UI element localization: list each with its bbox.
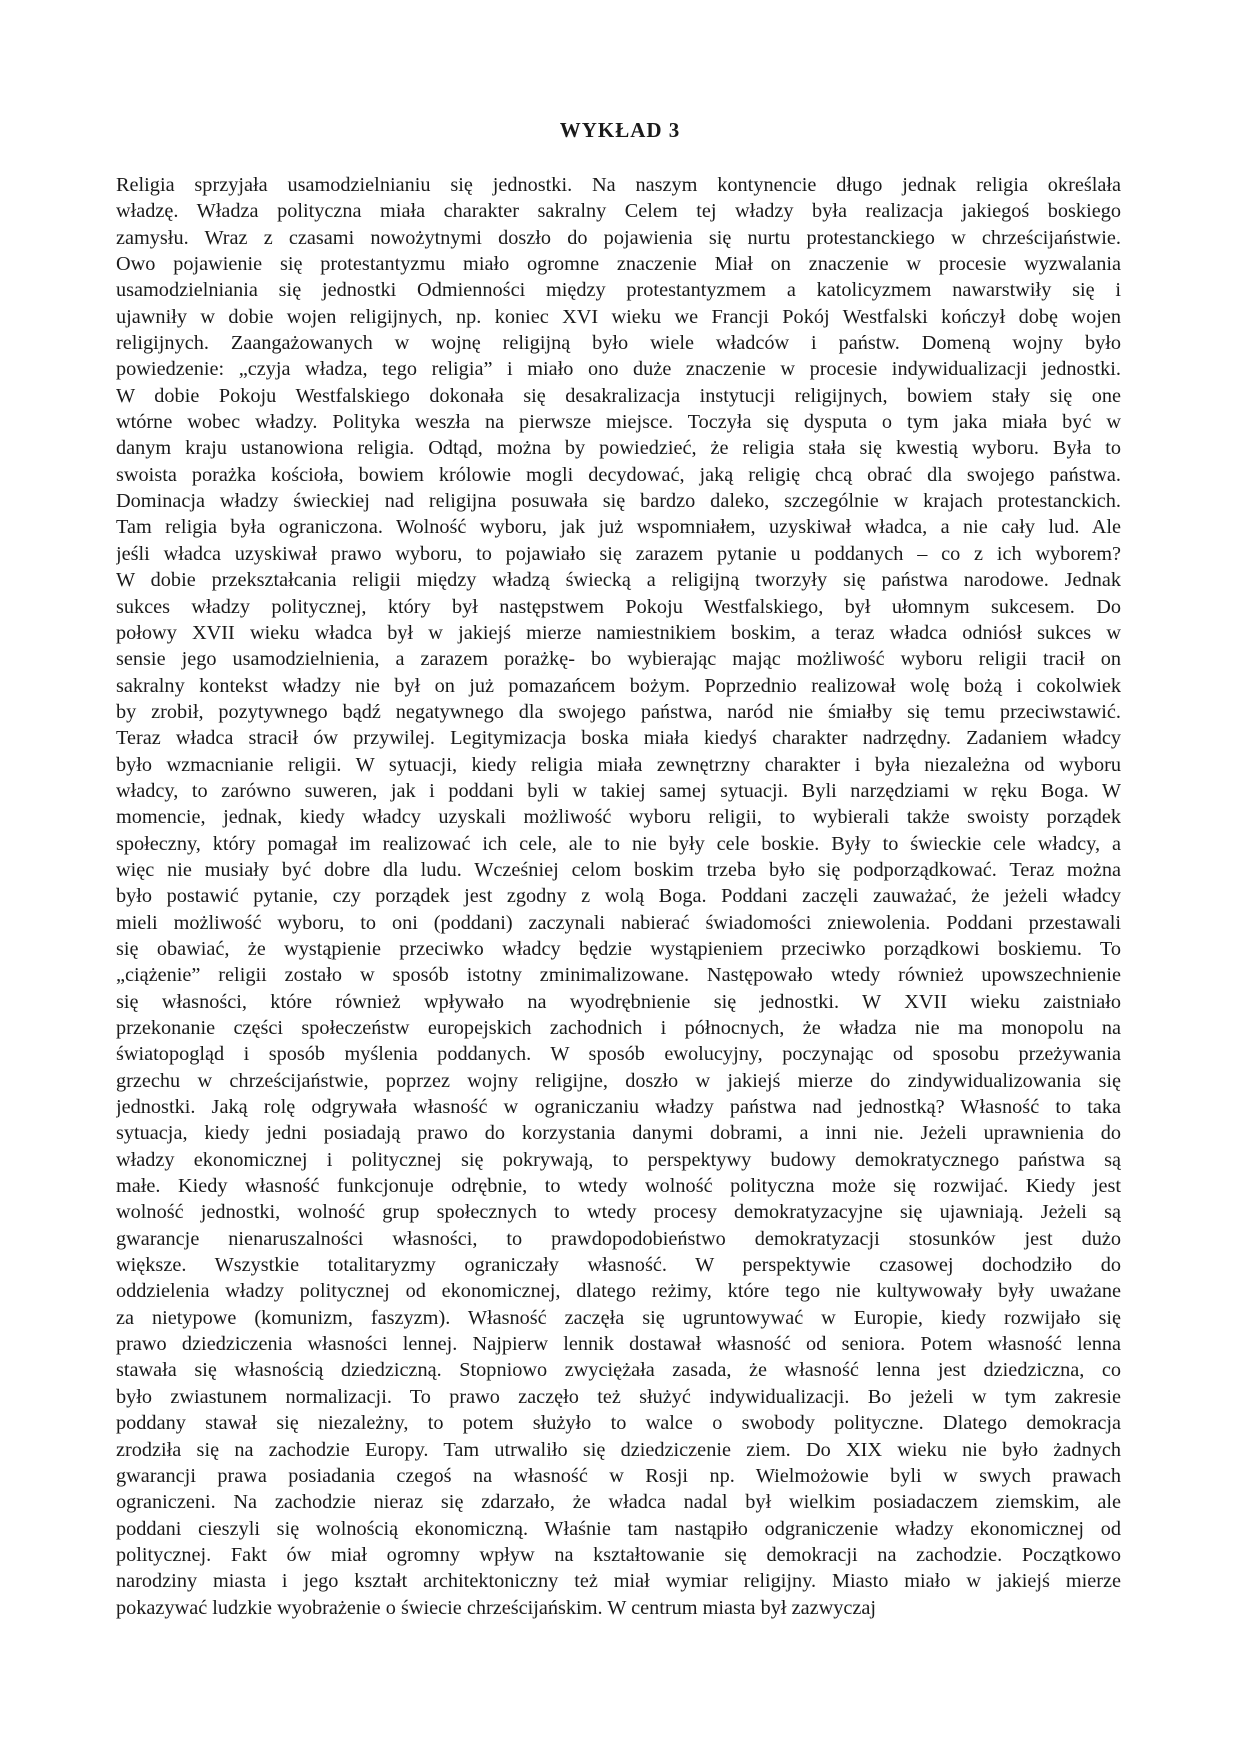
text-line: władzę. Władza polityczna miała charakter sakralny Celem tej władzy była realizacja jakiegoś boskiego [116,200,1121,223]
text-line: jeśli władca uzyskiwał prawo wyboru, to pojawiało się zarazem pytanie u poddanych – co z ich wyborem? [116,542,1121,565]
text-line: władcy, to zarówno suweren, jak i poddani byli w takiej samej sytuacji. Byli narzędziami w ręku Boga. W [116,779,1121,802]
text-line: jednostki. Jaką rolę odgrywała własność w ograniczaniu władzy państwa nad jednostką? Własność to taka [116,1096,1121,1119]
text-line: W dobie Pokoju Westfalskiego dokonała się desakralizacja instytucji religijnych, bowiem stały się one [116,384,1121,407]
text-line: poddani cieszyli się wolnością ekonomiczną. Właśnie tam nastąpiło odgraniczenie władzy ekonomicznej od [116,1517,1121,1540]
text-line: „ciążenie” religii zostało w sposób istotny zminimalizowane. Następowało wtedy również upowszechnienie [116,964,1121,987]
text-line: władzy ekonomicznej i politycznej się pokrywają, to perspektywy budowy demokratycznego państwa są [116,1148,1121,1171]
text-line: się obawiać, że wystąpienie przeciwko władcy będzie wystąpieniem przeciwko porządkowi boskiemu. To [116,937,1121,960]
text-line: gwarancje nienaruszalności własności, to prawdopodobieństwo demokratyzacji stosunków jest dużo [116,1227,1121,1250]
text-line: ujawniły w dobie wojen religijnych, np. koniec XVI wieku we Francji Pokój Westfalski kończył dobę wojen [116,305,1121,328]
text-line: pokazywać ludzkie wyobrażenie o świecie chrześcijańskim. W centrum miasta był zazwyczaj [116,1596,877,1619]
text-line: usamodzielniania się jednostki Odmienności między protestantyzmem a katolicyzmem nawarstwiły się i [116,279,1121,302]
body-text [116,172,1121,1621]
text-line: za nietypowe (komunizm, faszyzm). Własność zaczęła się ugruntowywać w Europie, kiedy rozwijało się [116,1306,1121,1329]
text-line: więc nie musiały być dobre dla ludu. Wcześniej celom boskim trzeba było się podporządkować. Teraz można [116,858,1121,881]
text-line: danym kraju ustanowiona religia. Odtąd, można by powiedzieć, że religia stała się kwestią wyboru. Była to [116,437,1121,460]
text-line: światopogląd i sposób myślenia poddanych. W sposób ewolucyjny, poczynając od sposobu przeżywania [116,1043,1121,1066]
text-line: społeczny, który pomagał im realizować ich cele, ale to nie były cele boskie. Były to świeckie cele władcy, a [116,832,1121,855]
text-line: by zrobił, pozytywnego bądź negatywnego dla swojego państwa, naród nie śmiałby się temu przeciwstawić. [116,700,1121,723]
text-line: W dobie przekształcania religii między władzą świecką a religijną tworzyły się państwa narodowe. Jednak [116,569,1121,592]
text-line: mieli możliwość wyboru, to oni (poddani) zaczynali nabierać świadomości zniewolenia. Poddani przestawali [116,911,1121,934]
text-line: Religia sprzyjała usamodzielnianiu się jednostki. Na naszym kontynencie długo jednak religia określała [116,174,1121,196]
text-line: sukces władzy politycznej, który był następstwem Pokoju Westfalskiego, był ułomnym sukcesem. Do [116,595,1121,618]
text-line: narodziny miasta i jego kształt architektoniczny też miał wymiar religijny. Miasto miało w jakiejś mierze [116,1570,1121,1593]
text-line: gwarancji prawa posiadania czegoś na własność w Rosji np. Wielmożowie byli w swych prawach [116,1464,1121,1487]
text-line: zamysłu. Wraz z czasami nowożytnymi doszło do pojawienia się nurtu protestanckiego w chrześcijaństwie. [116,226,1121,249]
text-line: politycznej. Fakt ów miał ogromny wpływ na kształtowanie się demokracji na zachodzie. Początkowo [116,1543,1121,1566]
text-line: poddany stawał się niezależny, to potem służyło to walce o swobody polityczne. Dlatego demokracja [116,1412,1121,1435]
text-line: się własności, które również wpływało na wyodrębnienie się jednostki. W XVII wieku zaistniało [116,990,1121,1013]
text-line: swoista porażka kościoła, bowiem królowie mogli decydować, jaką religię chcą obrać dla swojego państwa. [116,463,1121,486]
text-line: większe. Wszystkie totalitaryzmy ograniczały własność. W perspektywie czasowej dochodziło do [116,1254,1121,1277]
text-line: było postawić pytanie, czy porządek jest zgodny z wolą Boga. Poddani zaczęli zauważać, że jeżeli władcy [116,885,1121,908]
text-line: Tam religia była ograniczona. Wolność wyboru, jak już wspomniałem, uzyskiwał władca, a nie cały lud. Ale [116,516,1121,539]
text-line: sensie jego usamodzielnienia, a zarazem porażkę- bo wybierając mając możliwość wyboru religii tracił on [116,648,1121,671]
text-line: przekonanie części społeczeństw europejskich zachodnich i północnych, że władza nie ma monopolu na [116,1017,1121,1039]
text-line: było wzmacnianie religii. W sytuacji, kiedy religia miała zewnętrzny charakter i była niezależna od wyboru [116,753,1121,776]
text-line: prawo dziedziczenia własności lennej. Najpierw lennik dostawał własność od seniora. Potem własność lenna [116,1333,1121,1356]
text-line: wtórne wobec władzy. Polityka weszła na pierwsze miejsce. Toczyła się dysputa o tym jaka miała być w [116,411,1121,434]
text-line: sakralny kontekst władzy nie był on już pomazańcem bożym. Poprzednio realizował wolę bożą i cokolwiek [116,674,1121,697]
text-line: Dominacja władzy świeckiej nad religijna posuwała się bardzo daleko, szczególnie w krajach protestanckich. [116,490,1121,513]
text-line: było zwiastunem normalizacji. To prawo zaczęło też służyć indywidualizacji. Bo jeżeli w tym zakresie [116,1385,1121,1408]
text-line: małe. Kiedy własność funkcjonuje odrębnie, to wtedy wolność polityczna może się rozwijać. Kiedy jest [116,1175,1121,1198]
page-title: WYKŁAD 3 [559,118,681,142]
text-line: sytuacja, kiedy jedni posiadają prawo do korzystania danymi dobrami, a inni nie. Jeżeli uprawnienia do [116,1122,1121,1145]
text-line: Owo pojawienie się protestantyzmu miało ogromne znaczenie Miał on znaczenie w procesie wyzwalania [116,253,1121,276]
text-line: religijnych. Zaangażowanych w wojnę religijną było wiele władców i państw. Domeną wojny było [116,332,1121,355]
text-line: Teraz władca stracił ów przywilej. Legitymizacja boska miała kiedyś charakter nadrzędny. Zadaniem władcy [116,727,1121,750]
text-line: ograniczeni. Na zachodzie nieraz się zdarzało, że władca nadal był wielkim posiadaczem ziemskim, ale [116,1491,1121,1514]
text-line: zrodziła się na zachodzie Europy. Tam utrwaliło się dziedziczenie ziem. Do XIX wieku nie było żadnych [116,1438,1121,1461]
text-line: powiedzenie: „czyja władza, tego religia” i miało ono duże znaczenie w procesie indywidualizacji jednostki. [116,358,1121,381]
text-line: grzechu w chrześcijaństwie, poprzez wojny religijne, doszło w jakiejś mierze do zindywidualizowania się [116,1069,1121,1092]
text-line: wolność jednostki, wolność grup społecznych to wtedy procesy demokratyzacyjne się ujawniają. Jeżeli są [116,1201,1121,1224]
text-line: stawała się własnością dziedziczną. Stopniowo zwyciężała zasada, że własność lenna jest dziedziczna, co [116,1359,1121,1382]
text-line: połowy XVII wieku władca był w jakiejś mierze namiestnikiem boskim, a teraz władca odniósł sukces w [116,621,1121,644]
text-line: oddzielenia władzy politycznej od ekonomicznej, dlatego reżimy, które tego nie kultywowały były uważane [116,1280,1121,1303]
text-line: momencie, jednak, kiedy władcy uzyskali możliwość wyboru religii, to wybierali także swoisty porządek [116,806,1121,829]
